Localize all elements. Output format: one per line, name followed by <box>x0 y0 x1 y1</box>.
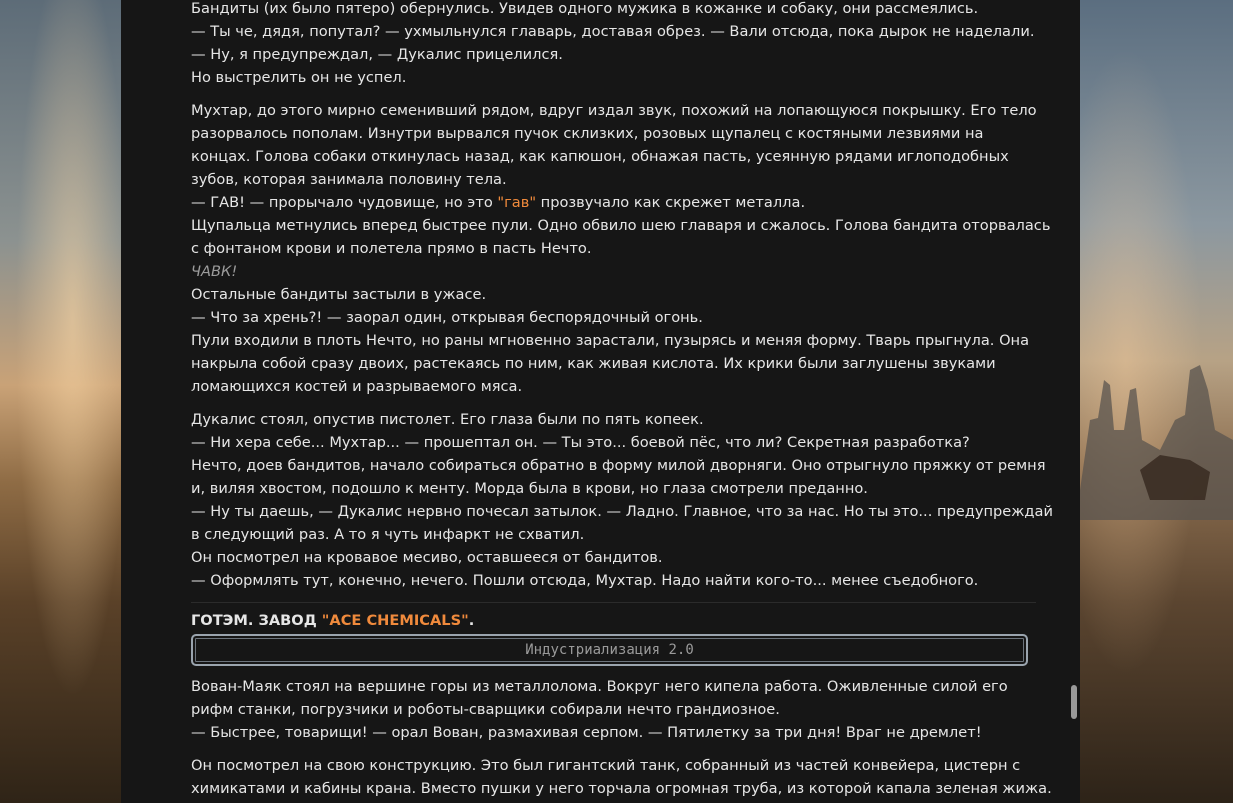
chapter-prefix: ГОТЭМ. ЗАВОД <box>191 612 322 629</box>
story-line: рифм станки, погрузчики и роботы-сварщики собирали нечто грандиозное. <box>191 701 780 718</box>
story-line: — Ты че, дядя, попутал? — ухмыльнулся главарь, доставая обрез. — Вали отсюда, пока дырок не наделали. <box>191 23 1035 40</box>
chapter-banner <box>191 634 1028 666</box>
gav-after: прозвучало как скрежет металла. <box>536 194 806 211</box>
story-line-gav <box>191 191 1036 214</box>
story-line: накрыла собой сразу двоих, растекаясь по ним, как живая кислота. Их крики были заглушены звуками <box>191 355 996 372</box>
story-line: концах. Голова собаки откинулась назад, как капюшон, обнажая пасть, усеянную рядами иглоподобных <box>191 148 1009 165</box>
story-line: Бандиты (их было пятеро) обернулись. Увидев одного мужика в кожанке и собаку, они рассмеялись. <box>191 0 979 17</box>
story-line: в следующий раз. А то я чуть инфаркт не схватил. <box>191 526 585 543</box>
story-line: Дукалис стоял, опустив пистолет. Его глаза были по пять копеек. <box>191 411 704 428</box>
chapter-highlight: "ACE CHEMICALS" <box>321 612 469 629</box>
story-line: Нечто, доев бандитов, начало собираться обратно в форму милой дворняги. Оно отрыгнуло пряжку от ремня <box>191 457 1046 474</box>
story-content-panel <box>121 0 1080 803</box>
background-rocks <box>1080 360 1233 520</box>
gav-before: — ГАВ! — прорычало чудовище, но это <box>191 194 498 211</box>
story-line: — Что за хрень?! — заорал один, открывая беспорядочный огонь. <box>191 309 703 326</box>
story-line: Остальные бандиты застыли в ужасе. <box>191 286 487 303</box>
scrollbar-thumb[interactable] <box>1071 685 1077 719</box>
story-line: — Ни хера себе... Мухтар... — прошептал он. — Ты это... боевой пёс, что ли? Секретная разработка? <box>191 434 970 451</box>
story-line: Он посмотрел на кровавое месиво, оставшееся от бандитов. <box>191 549 663 566</box>
story-line: и, виляя хвостом, подошло к менту. Морда была в крови, но глаза смотрели преданно. <box>191 480 868 497</box>
gav-highlight: "гав" <box>497 194 537 211</box>
story-line: Он посмотрел на свою конструкцию. Это был гигантский танк, собранный из частей конвейера, цистерн с <box>191 757 1021 774</box>
story-line: — Ну ты даешь, — Дукалис нервно почесал затылок. — Ладно. Главное, что за нас. Но ты это... предупреждай <box>191 503 1053 520</box>
story-text <box>191 0 1053 800</box>
story-line: Щупальца метнулись вперед быстрее пули. Одно обвило шею главаря и сжалось. Голова бандита оторвалась <box>191 217 1051 234</box>
story-line: разорвалось пополам. Изнутри вырвался пучок склизких, розовых щупалец с костяными лезвиями на <box>191 125 984 142</box>
story-line: Но выстрелить он не успел. <box>191 69 407 86</box>
story-line: Вован-Маяк стоял на вершине горы из металлолома. Вокруг него кипела работа. Оживленные силой его <box>191 678 1008 695</box>
story-line: зубов, которая занимала половину тела. <box>191 171 507 188</box>
story-line: ломающихся костей и разрываемого мяса. <box>191 378 523 395</box>
story-line: Мухтар, до этого мирно семенивший рядом, вдруг издал звук, похожий на лопающуюся покрышку. Его тело <box>191 102 1037 119</box>
story-line: — Оформлять тут, конечно, нечего. Пошли отсюда, Мухтар. Надо найти кого-то... менее съедобного. <box>191 572 979 589</box>
story-line: химикатами и кабины крана. Вместо пушки у него торчала огромная труба, из которой капала зеленая жижа. <box>191 780 1052 797</box>
chapter-heading <box>191 609 1036 632</box>
story-line: Пули входили в плоть Нечто, но раны мгновенно зарастали, пузырясь и меняя форму. Тварь прыгнула. Она <box>191 332 1030 349</box>
story-line: — Быстрее, товарищи! — орал Вован, размахивая серпом. — Пятилетку за три дня! Враг не дремлет! <box>191 724 982 741</box>
chapter-suffix: . <box>468 612 475 629</box>
chapter-banner-text: Индустриализация 2.0 <box>525 641 694 658</box>
story-line: с фонтаном крови и полетела прямо в пасть Нечто. <box>191 240 592 257</box>
divider <box>191 602 1036 603</box>
story-line: — Ну, я предупреждал, — Дукалис прицелился. <box>191 46 563 63</box>
sound-effect: ЧАВК! <box>191 263 238 280</box>
background-left <box>0 0 121 803</box>
